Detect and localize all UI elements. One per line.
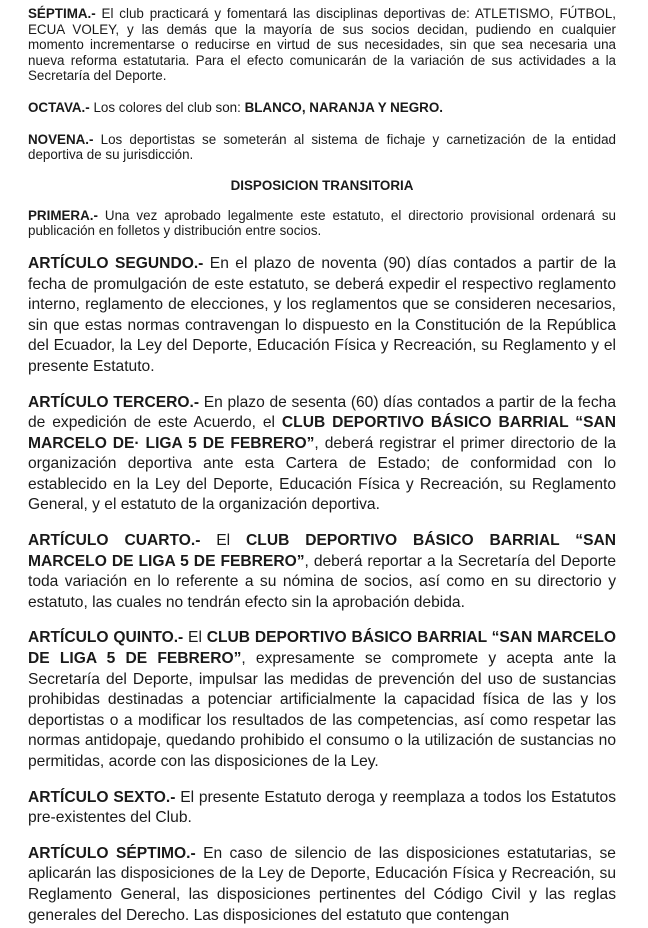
- section-heading: DISPOSICION TRANSITORIA: [230, 177, 414, 193]
- article-segundo: [28, 254, 616, 378]
- article-text: , deberá reportar a la Secretaría del Deporte toda variación en lo referente a su nómina de socios, así como en su directorio y estatuto, las cuales no tendrán efecto sin la aprobación debida.: [28, 552, 616, 611]
- article-tercero: [28, 393, 616, 517]
- clause-label: OCTAVA.-: [28, 99, 90, 115]
- club-name: CLUB DEPORTIVO BÁSICO BARRIAL “SAN MARCELO DE LIGA 5 DE FEBRERO”: [28, 532, 617, 570]
- clause-text: Una vez aprobado legalmente este estatuto, el directorio provisional ordenará su publicación en folletos y distribución entre socios.: [28, 207, 616, 239]
- article-text: El presente Estatuto deroga y reemplaza a todos los Estatutos pre-existentes del Club.: [28, 788, 616, 827]
- article-text: El: [200, 532, 247, 550]
- article-text: , expresamente se compromete y acepta ante la Secretaría del Deporte, impulsar las medidas de prevención del uso de sustancias prohibidas destinadas a potenciar artificialmente la capacidad física de las y los deportistas o a modificar los resultados de las competencias, así como respetar las normas antidopaje, quedando prohibido el consumo o la utilización de sustancias no permitidas, acorde con las disposiciones de la Ley.: [28, 650, 616, 770]
- article-quinto: [28, 628, 616, 772]
- clause-novena: [28, 132, 616, 163]
- clause-primera: [28, 208, 616, 239]
- article-cuarto: [28, 531, 616, 613]
- article-label: ARTÍCULO SEGUNDO.-: [28, 254, 204, 272]
- club-name: CLUB DEPORTIVO BÁSICO BARRIAL “SAN MARCELO DE LIGA 5 DE FEBRERO”: [28, 629, 616, 668]
- clause-text: Los colores del club son:: [89, 99, 245, 115]
- clause-octava: [28, 100, 616, 116]
- clause-label: PRIMERA.-: [28, 207, 98, 223]
- article-sexto: [28, 788, 616, 829]
- clause-text: El club practicará y fomentará las disciplinas deportivas de: ATLETISMO, FÚTBOL, ECUA VOLEY, y las demás que la mayoría de sus socios decidan, pudiendo en cualquier momento incrementarse o reducirse en virtud de sus necesidades, sin que sea necesaria una nueva reforma estatutaria. Para el efecto comunicarán de la variación de sus actividades a la Secretaría del Deporte.: [28, 6, 616, 84]
- article-label: ARTÍCULO SEXTO.-: [28, 788, 176, 806]
- article-label: ARTÍCULO SÉPTIMO.-: [28, 844, 196, 862]
- club-colors: BLANCO, NARANJA Y NEGRO.: [244, 99, 443, 115]
- article-text: En caso de silencio de las disposiciones estatutarias, se aplicarán las disposiciones de la Ley de Deporte, Educación Física y Recreación, su Reglamento General, las disposiciones pertinentes del Código Civil y las reglas generales del Derecho. Las disposiciones del estatuto que contengan: [28, 844, 616, 924]
- article-septimo: [28, 844, 616, 926]
- clause-label: NOVENA.-: [28, 131, 94, 147]
- club-name: CLUB DEPORTIVO BÁSICO BARRIAL “SAN MARCELO DE· LIGA 5 DE FEBRERO”: [28, 414, 616, 452]
- clause-text: Los deportistas se someterán al sistema de fichaje y carnetización de la entidad deportiva de su jurisdicción.: [28, 131, 616, 163]
- article-text: En el plazo de noventa (90) días contados a partir de la fecha de promulgación de este estatuto, se deberá expedir el respectivo reglamento interno, reglamento de elecciones, y los reglamentos que se consideren necesarios, sin que estas normas contravengan lo dispuesto en la Constitución de la República del Ecuador, la Ley del Deporte, Educación Física y Recreación, su Reglamento y el presente Estatuto.: [28, 254, 616, 375]
- article-label: ARTÍCULO CUARTO.-: [28, 532, 201, 550]
- article-text: El: [183, 629, 207, 647]
- clause-septima: [28, 6, 616, 84]
- clause-label: SÉPTIMA.-: [28, 6, 96, 21]
- article-label: ARTÍCULO TERCERO.-: [28, 393, 200, 411]
- article-text: En plazo de sesenta (60) días contados a partir de la fecha de expedición de este Acuerdo, el: [28, 393, 616, 432]
- article-label: ARTÍCULO QUINTO.-: [28, 629, 184, 647]
- article-text: , deberá registrar el primer directorio de la organización deportiva ante esta Cartera de Estado; de conformidad con lo establecido en la Ley del Deporte, Educación Física y Recreación, su Reglamento General, y el estatuto de la organización deportiva.: [28, 434, 617, 514]
